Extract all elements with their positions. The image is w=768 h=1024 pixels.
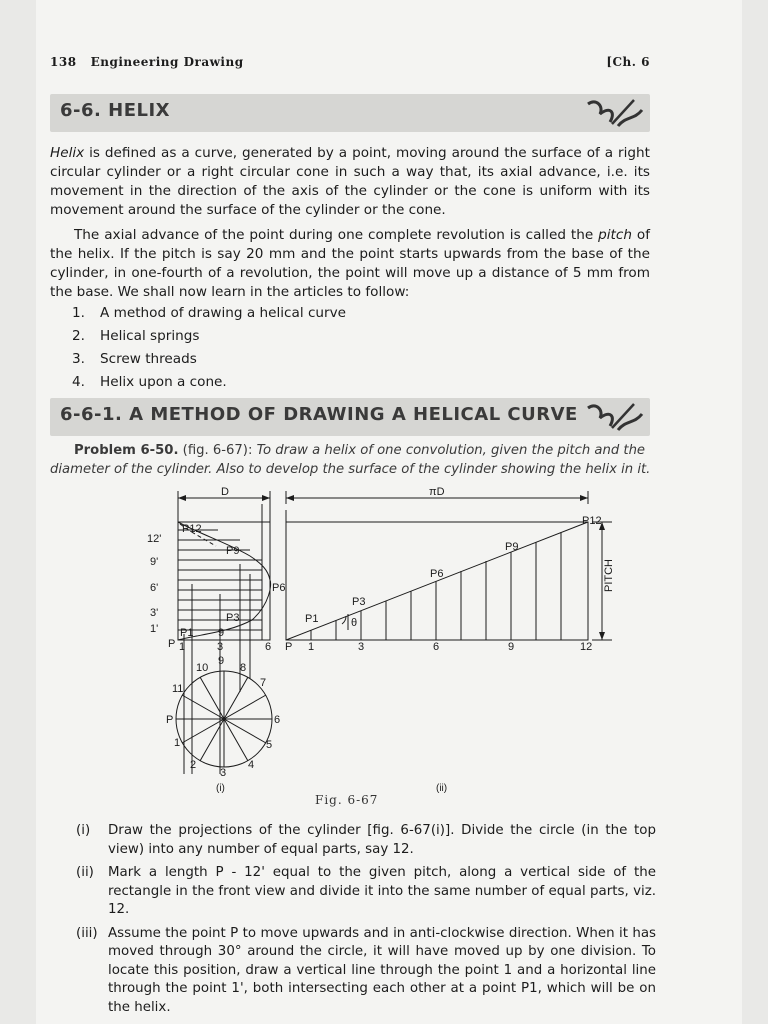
front-mid-label: 9 — [218, 627, 225, 639]
p12-dev-label: P12 — [582, 515, 602, 527]
level-label: 9' — [150, 556, 159, 568]
point-p-label: P — [168, 638, 176, 650]
subfig-ii-label: (ii) — [436, 783, 448, 794]
helix-definition — [50, 144, 650, 220]
chapter-label: [Ch. 6 — [606, 55, 650, 69]
p1-dev-label: P1 — [305, 613, 319, 625]
p1-front-label: P1 — [180, 627, 194, 639]
p6-front-label: P6 — [272, 582, 286, 594]
p6-dev-label: P6 — [430, 568, 444, 580]
p9-dev-label: P9 — [505, 541, 519, 553]
p3-front-label: P3 — [226, 612, 240, 624]
dev-base-label: 3 — [358, 641, 365, 653]
ornament-icon — [582, 96, 646, 130]
circle-label: 4 — [248, 759, 255, 771]
section-title: 6-6-1. A METHOD OF DRAWING A HELICAL CURVE — [60, 404, 578, 425]
step-item: (i) Draw the projections of the cylinder [fig. 6-67(i)]. Divide the circle (in the top view) into any number of equal parts, say 12. — [76, 823, 656, 857]
dim-pid-label: πD — [429, 486, 445, 498]
dev-base-label: 1 — [308, 641, 315, 653]
circle-p-label: P — [166, 714, 174, 726]
section-title: 6-6. HELIX — [60, 100, 171, 121]
list-item: 1. A method of drawing a helical curve — [72, 305, 347, 321]
level-label: 6' — [150, 582, 159, 594]
helix-figure — [130, 484, 768, 794]
section-heading-helix — [50, 94, 650, 132]
circle-label: 7 — [260, 677, 267, 689]
circle-label: 3 — [220, 767, 227, 779]
term-helix: Helix — [50, 145, 85, 161]
pitch-text-a: The axial advance of the point during one complete revolution is called the — [74, 227, 599, 243]
dim-d-label: D — [221, 486, 229, 498]
level-label: 12' — [147, 533, 162, 545]
step-item: (iii) Assume the point P to move upwards and in anti-clockwise direction. When it has moved through 30° around the circle, it will have moved up by one division. To locate this position, draw a vertical line through the point 1 and a horizontal line through the point 1', both intersecting each other at a point P1, which will be on the helix. — [76, 925, 656, 1015]
figure-caption: Fig. 6-67 — [315, 793, 379, 807]
problem-text: To draw a helix of one convolution, given the pitch and the diameter of the cylinder. Also to develop the surface of the cylinder showing the helix in it. — [50, 443, 651, 477]
circle-label: 1 — [174, 737, 181, 749]
running-head — [50, 55, 650, 69]
list-item: 3. Screw threads — [72, 351, 197, 367]
circle-label: 10 — [196, 662, 209, 674]
front-base-label: 1 — [179, 641, 186, 653]
theta-label: θ — [351, 617, 358, 629]
front-base-label: 6 — [265, 641, 272, 653]
ornament-icon — [582, 400, 646, 434]
list-item: 2. Helical springs — [72, 328, 200, 344]
topic-list — [72, 302, 632, 394]
pitch-label: PITCH — [603, 559, 615, 592]
level-label: 3' — [150, 607, 159, 619]
section-heading-method — [50, 398, 650, 436]
construction-steps — [76, 822, 656, 1022]
pitch-text-b: of the helix. If the pitch is say 20 mm and the point starts upwards from the base of the cylinder, in one-fourth of a revolution, the point will move up a distance of 5 mm from the base. We shall now learn in the articles to follow: — [50, 227, 650, 300]
problem-statement — [50, 441, 662, 479]
circle-label: 6 — [274, 714, 281, 726]
circle-label: 9 — [218, 655, 225, 667]
pitch-paragraph — [50, 226, 650, 302]
term-pitch: pitch — [598, 227, 632, 243]
circle-label: 11 — [172, 683, 184, 695]
page-number: 138 — [50, 55, 77, 69]
p3-dev-label: P3 — [352, 596, 366, 608]
book-title: Engineering Drawing — [90, 55, 244, 69]
level-label: 1' — [150, 623, 159, 635]
step-item: (ii) Mark a length P - 12' equal to the given pitch, along a vertical side of the rectangle in the front view and divide it into the same number of equal parts, viz. 12. — [76, 865, 656, 917]
definition-text: is defined as a curve, generated by a point, moving around the surface of a right circular cylinder or a right circular cone in such a way that, its axial advance, i.e. its movement in the direction of the axis of the cylinder or the cone is uniform with its movement around the surface of the cylinder or the cone. — [50, 145, 650, 218]
p12-front-label: P12 — [182, 523, 202, 535]
circle-label: 5 — [266, 739, 273, 751]
problem-ref: (fig. 6-67): — [178, 443, 257, 458]
dev-base-label: 6 — [433, 641, 440, 653]
point-p-dev-label: P — [285, 641, 293, 653]
list-item: 4. Helix upon a cone. — [72, 374, 227, 390]
front-base-label: 3 — [217, 641, 224, 653]
dev-base-label: 9 — [508, 641, 515, 653]
circle-label: 8 — [240, 662, 247, 674]
dev-base-label: 12 — [580, 641, 593, 653]
circle-label: 2 — [190, 759, 197, 771]
subfig-i-label: (i) — [216, 783, 225, 794]
p9-front-label: P9 — [226, 545, 240, 557]
problem-label: Problem 6-50. — [74, 443, 179, 458]
